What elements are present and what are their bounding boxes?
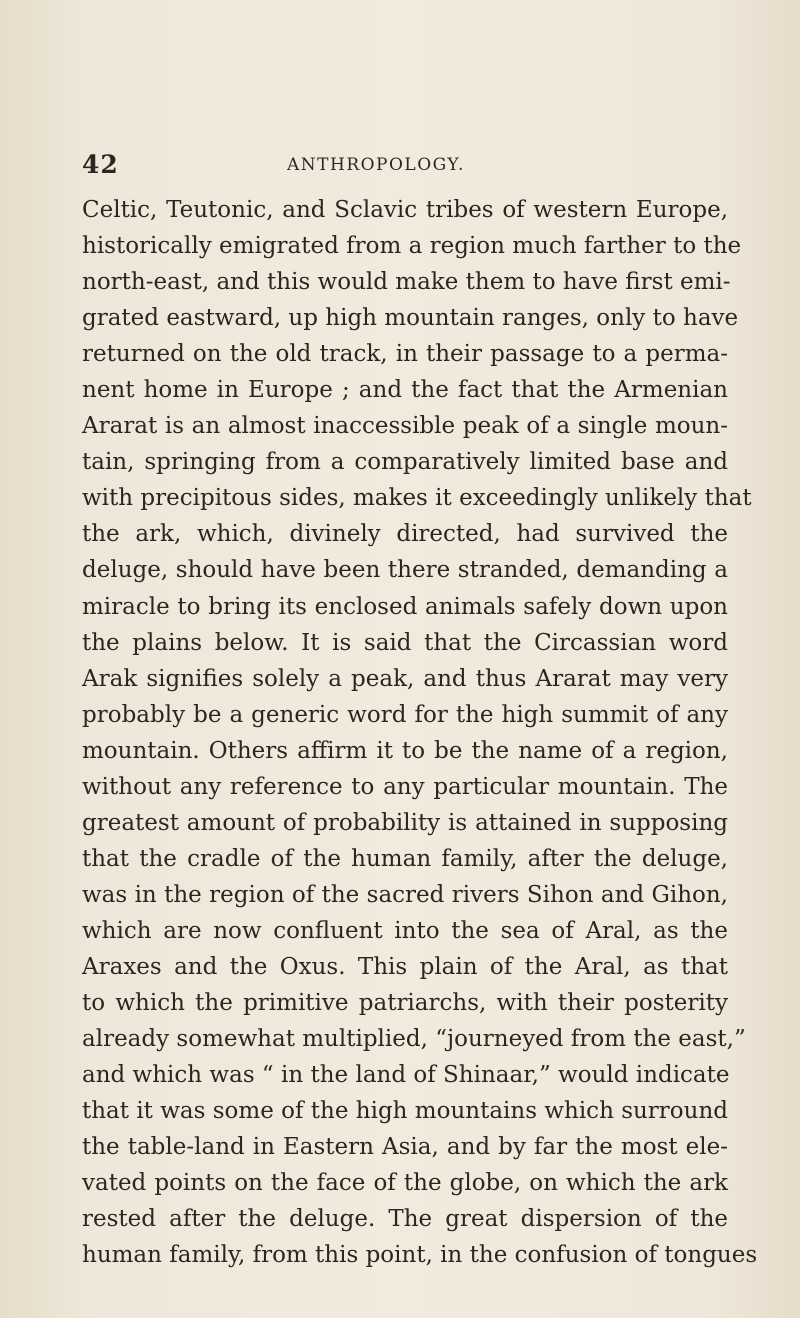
text-line: Araxes and the Oxus. This plain of the Aral, as that: [82, 953, 728, 980]
text-line: was in the region of the sacred rivers Sihon and Gihon,: [82, 881, 728, 908]
text-line: nent home in Europe ; and the fact that the Armenian: [82, 377, 728, 404]
text-line: greatest amount of probability is attained in supposing: [82, 809, 728, 836]
text-line: already somewhat multiplied, “journeyed from the east,”: [82, 1026, 746, 1053]
text-line: probably be a generic word for the high summit of any: [82, 701, 728, 728]
page-number: 42: [82, 150, 119, 179]
text-line: miracle to bring its enclosed animals safely down upon: [82, 593, 728, 620]
text-line: Ararat is an almost inaccessible peak of a single moun-: [82, 413, 728, 440]
text-line: deluge, should have been there stranded, demanding a: [82, 557, 728, 584]
text-line: that it was some of the high mountains which surround: [82, 1098, 728, 1125]
text-line: grated eastward, up high mountain ranges, only to have: [82, 305, 739, 332]
text-line: north-east, and this would make them to have first emi-: [82, 269, 731, 296]
text-line: returned on the old track, in their passage to a perma-: [82, 341, 728, 368]
text-line: with precipitous sides, makes it exceedingly unlikely that: [82, 485, 752, 512]
body-text: [82, 192, 758, 1273]
text-line: the plains below. It is said that the Circassian word: [82, 629, 728, 656]
page-header: [82, 150, 722, 180]
text-line: that the cradle of the human family, after the deluge,: [82, 845, 728, 872]
text-line: without any reference to any particular mountain. The: [82, 773, 728, 800]
text-line: vated points on the face of the globe, on which the ark: [82, 1170, 728, 1197]
text-line: to which the primitive patriarchs, with their posterity: [82, 990, 728, 1017]
text-line: mountain. Others affirm it to be the name of a region,: [82, 737, 728, 764]
text-line: which are now confluent into the sea of Aral, as the: [82, 917, 728, 944]
text-line: Celtic, Teutonic, and Sclavic tribes of western Europe,: [82, 197, 728, 223]
text-line: historically emigrated from a region much farther to the: [82, 233, 742, 260]
text-line: the table-land in Eastern Asia, and by far the most ele-: [82, 1134, 728, 1161]
text-line: Arak signifies solely a peak, and thus Ararat may very: [82, 665, 728, 692]
text-line: and which was “ in the land of Shinaar,” would indicate: [82, 1062, 730, 1089]
text-line: human family, from this point, in the confusion of tongues: [82, 1242, 758, 1269]
text-line: the ark, which, divinely directed, had survived the: [82, 521, 728, 548]
text-line: rested after the deluge. The great dispersion of the: [82, 1206, 728, 1233]
running-title: ANTHROPOLOGY.: [287, 155, 465, 175]
text-line: tain, springing from a comparatively limited base and: [82, 449, 728, 476]
